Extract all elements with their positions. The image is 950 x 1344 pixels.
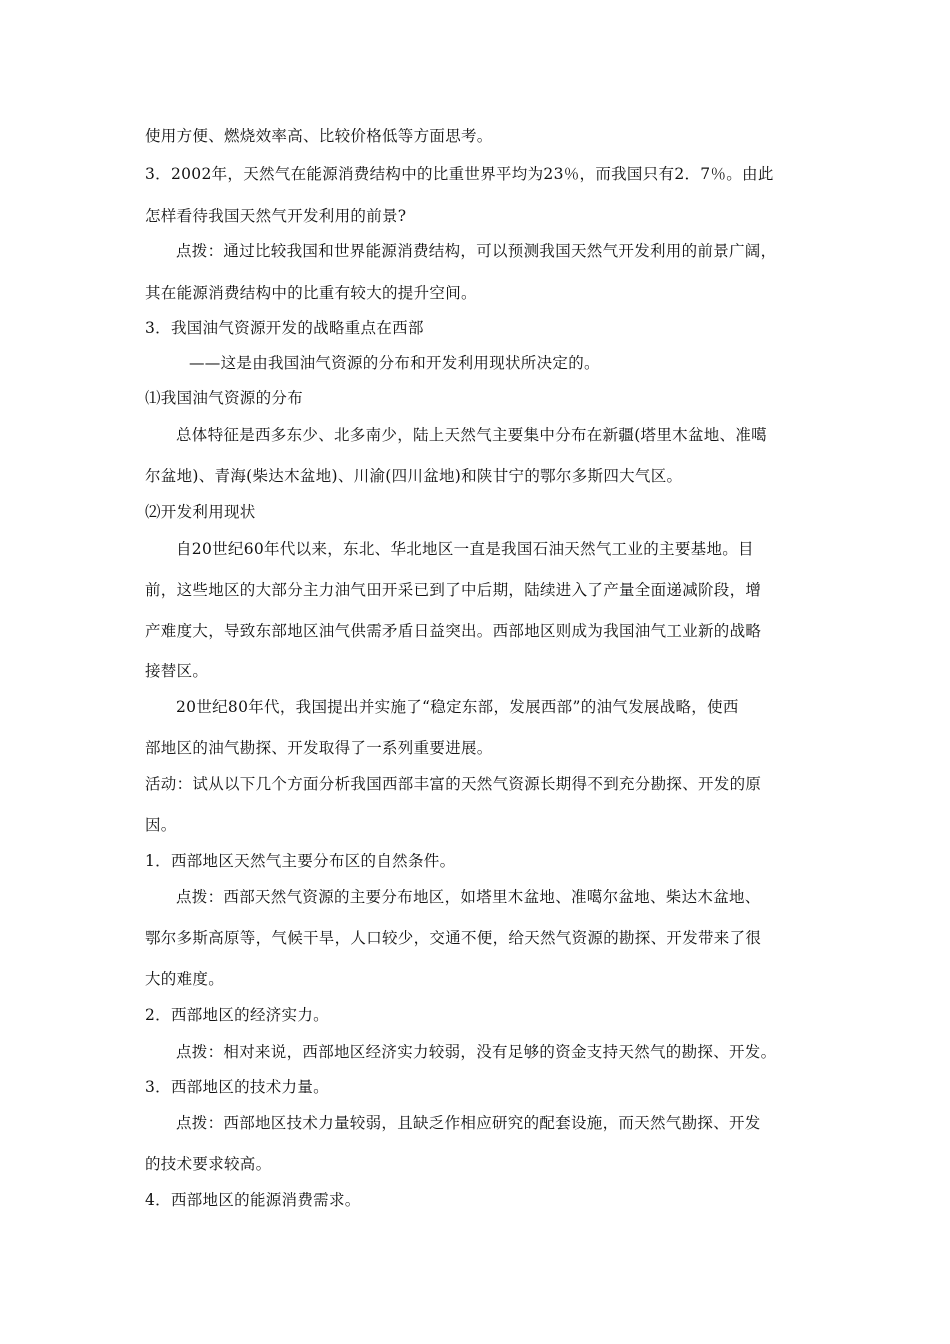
text-line: 因。 (145, 816, 177, 834)
activity-line: 活动：试从以下几个方面分析我国西部丰富的天然气资源长期得不到充分勘探、开发的原 (145, 775, 762, 793)
question-line: 1．西部地区天然气主要分布区的自然条件。 (145, 852, 456, 870)
question-line: 2．西部地区的经济实力。 (145, 1006, 329, 1024)
hint-line: 点拨：相对来说，西部地区经济实力较弱，没有足够的资金支持天然气的勘探、开发。 (176, 1043, 777, 1061)
text-line: 大的难度。 (145, 970, 225, 988)
hint-line: 点拨：西部地区技术力量较弱，且缺乏作相应研究的配套设施，而天然气勘探、开发 (176, 1114, 761, 1132)
section-heading: 3．我国油气资源开发的战略重点在西部 (145, 319, 424, 337)
text-line: 部地区的油气勘探、开发取得了一系列重要进展。 (145, 739, 493, 757)
text-line: 鄂尔多斯高原等，气候干旱，人口较少，交通不便，给天然气资源的勘探、开发带来了很 (145, 929, 762, 947)
question-line: 4．西部地区的能源消费需求。 (145, 1191, 361, 1209)
text-line: 产难度大，导致东部地区油气供需矛盾日益突出。西部地区则成为我国油气工业新的战略 (145, 622, 762, 640)
subsection-heading: ⑴我国油气资源的分布 (145, 389, 304, 407)
subsection-heading: ⑵开发利用现状 (145, 503, 256, 521)
text-line: 前，这些地区的大部分主力油气田开采已到了中后期，陆续进入了产量全面递减阶段，增 (145, 581, 762, 599)
text-line: 怎样看待我国天然气开发利用的前景? (145, 207, 407, 225)
text-line: 接替区。 (145, 662, 209, 680)
hint-line: 点拨：通过比较我国和世界能源消费结构，可以预测我国天然气开发利用的前景广阔， (176, 242, 777, 260)
hint-line: 点拨：西部天然气资源的主要分布地区，如塔里木盆地、准噶尔盆地、柴达木盆地、 (176, 888, 761, 906)
question-line: 3．西部地区的技术力量。 (145, 1078, 329, 1096)
text-line: 20世纪80年代，我国提出并实施了“稳定东部，发展西部”的油气发展战略，使西 (176, 698, 739, 716)
text-line: 尔盆地)、青海(柴达木盆地)、川渝(四川盆地)和陕甘宁的鄂尔多斯四大气区。 (145, 467, 683, 485)
text-line: 其在能源消费结构中的比重有较大的提升空间。 (145, 284, 477, 302)
text-line: ——这是由我国油气资源的分布和开发利用现状所决定的。 (189, 354, 600, 372)
text-line: 自20世纪60年代以来，东北、华北地区一直是我国石油天然气工业的主要基地。目 (176, 540, 754, 558)
text-line: 总体特征是西多东少、北多南少，陆上天然气主要集中分布在新疆(塔里木盆地、准噶 (176, 426, 767, 444)
text-line: 的技术要求较高。 (145, 1155, 272, 1173)
text-line: 使用方便、燃烧效率高、比较价格低等方面思考。 (145, 127, 493, 145)
question-line: 3．2002年，天然气在能源消费结构中的比重世界平均为23％，而我国只有2．7％。由此 (145, 165, 774, 183)
